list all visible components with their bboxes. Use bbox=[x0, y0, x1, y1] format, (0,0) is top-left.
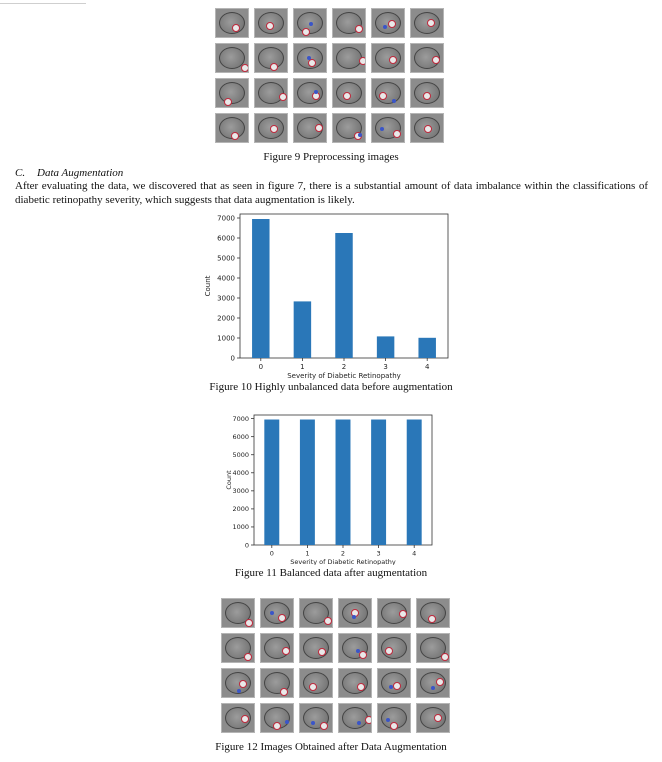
figure-12-image-grid bbox=[221, 598, 450, 733]
y-tick-label: 7000 bbox=[232, 414, 249, 423]
y-tick-label: 2000 bbox=[232, 505, 249, 514]
y-tick-label: 3000 bbox=[217, 294, 235, 303]
section-number: C. bbox=[15, 167, 26, 179]
bar bbox=[377, 336, 394, 358]
y-tick-label: 4000 bbox=[232, 469, 249, 478]
x-tick-label: 4 bbox=[412, 549, 417, 558]
bar bbox=[418, 338, 435, 358]
y-axis-label: Count bbox=[225, 470, 233, 490]
retina-image-thumbnail bbox=[416, 703, 450, 733]
retina-image-thumbnail bbox=[299, 633, 333, 663]
retina-image-thumbnail bbox=[221, 668, 255, 698]
figure-9-image-grid bbox=[215, 8, 444, 143]
retina-image-thumbnail bbox=[299, 703, 333, 733]
y-tick-label: 7000 bbox=[217, 214, 235, 223]
retina-image-thumbnail bbox=[371, 8, 405, 38]
retina-image-thumbnail bbox=[254, 8, 288, 38]
retina-image-thumbnail bbox=[221, 703, 255, 733]
figure-11-caption: Figure 11 Balanced data after augmentation bbox=[234, 567, 428, 579]
y-tick-label: 0 bbox=[244, 541, 249, 550]
retina-image-thumbnail bbox=[416, 633, 450, 663]
retina-image-thumbnail bbox=[410, 78, 444, 108]
x-axis-label: Severity of Diabetic Retinopathy bbox=[290, 558, 396, 565]
bar bbox=[300, 420, 315, 545]
figure-10-caption: Figure 10 Highly unbalanced data before augmentation bbox=[209, 381, 453, 393]
retina-image-thumbnail bbox=[293, 78, 327, 108]
retina-image-thumbnail bbox=[260, 633, 294, 663]
body-paragraph: After evaluating the data, we discovered that as seen in figure 7, there is a substantial amount of data imbalance within the classifications of diabetic retinopathy severity, which suggests that data augmentation is likely. bbox=[15, 180, 648, 206]
retina-image-thumbnail bbox=[260, 668, 294, 698]
retina-image-thumbnail bbox=[416, 668, 450, 698]
x-tick-label: 2 bbox=[341, 363, 347, 371]
retina-image-thumbnail bbox=[371, 113, 405, 143]
retina-image-thumbnail bbox=[377, 703, 411, 733]
retina-image-thumbnail bbox=[410, 43, 444, 73]
y-tick-label: 3000 bbox=[232, 487, 249, 496]
bar bbox=[335, 233, 352, 358]
section-heading bbox=[15, 167, 123, 179]
x-tick-label: 4 bbox=[424, 363, 430, 371]
retina-image-thumbnail bbox=[377, 598, 411, 628]
y-tick-label: 1000 bbox=[217, 334, 235, 343]
retina-image-thumbnail bbox=[215, 78, 249, 108]
x-axis-label: Severity of Diabetic Retinopathy bbox=[287, 372, 401, 380]
figure-9-caption: Figure 9 Preprocessing images bbox=[263, 151, 399, 163]
bar bbox=[371, 420, 386, 545]
x-tick-label: 2 bbox=[340, 549, 346, 558]
bar bbox=[252, 219, 269, 358]
retina-image-thumbnail bbox=[338, 598, 372, 628]
retina-image-thumbnail bbox=[410, 8, 444, 38]
retina-image-thumbnail bbox=[215, 8, 249, 38]
section-title: Data Augmentation bbox=[37, 167, 124, 179]
x-tick-label: 1 bbox=[300, 363, 305, 371]
retina-image-thumbnail bbox=[254, 43, 288, 73]
bar bbox=[294, 301, 311, 358]
retina-image-thumbnail bbox=[221, 633, 255, 663]
retina-image-thumbnail bbox=[215, 113, 249, 143]
x-tick-label: 0 bbox=[258, 363, 264, 371]
y-tick-label: 6000 bbox=[217, 234, 235, 243]
x-tick-label: 3 bbox=[383, 363, 388, 371]
y-tick-label: 0 bbox=[230, 354, 235, 363]
y-tick-label: 5000 bbox=[217, 254, 235, 263]
x-tick-label: 1 bbox=[305, 549, 310, 558]
y-tick-label: 4000 bbox=[217, 274, 235, 283]
retina-image-thumbnail bbox=[293, 8, 327, 38]
retina-image-thumbnail bbox=[338, 633, 372, 663]
retina-image-thumbnail bbox=[215, 43, 249, 73]
retina-image-thumbnail bbox=[221, 598, 255, 628]
retina-image-thumbnail bbox=[371, 43, 405, 73]
figure-11-bar-chart bbox=[222, 410, 442, 565]
retina-image-thumbnail bbox=[332, 78, 366, 108]
figure-12-caption: Figure 12 Images Obtained after Data Augmentation bbox=[215, 741, 447, 753]
y-tick-label: 6000 bbox=[232, 432, 249, 441]
retina-image-thumbnail bbox=[254, 78, 288, 108]
retina-image-thumbnail bbox=[332, 8, 366, 38]
retina-image-thumbnail bbox=[338, 668, 372, 698]
x-tick-label: 0 bbox=[269, 549, 274, 558]
retina-image-thumbnail bbox=[260, 598, 294, 628]
retina-image-thumbnail bbox=[299, 598, 333, 628]
bar bbox=[407, 420, 422, 545]
retina-image-thumbnail bbox=[260, 703, 294, 733]
retina-image-thumbnail bbox=[377, 633, 411, 663]
x-tick-label: 3 bbox=[376, 549, 381, 558]
bar bbox=[336, 420, 351, 545]
y-tick-label: 5000 bbox=[232, 450, 249, 459]
retina-image-thumbnail bbox=[332, 113, 366, 143]
y-tick-label: 1000 bbox=[232, 523, 249, 532]
retina-image-thumbnail bbox=[416, 598, 450, 628]
retina-image-thumbnail bbox=[293, 113, 327, 143]
page-header-rule bbox=[0, 0, 86, 4]
figure-10-bar-chart bbox=[200, 210, 460, 382]
y-axis-label: Count bbox=[204, 275, 212, 297]
retina-image-thumbnail bbox=[293, 43, 327, 73]
retina-image-thumbnail bbox=[377, 668, 411, 698]
retina-image-thumbnail bbox=[410, 113, 444, 143]
y-tick-label: 2000 bbox=[217, 314, 235, 323]
retina-image-thumbnail bbox=[332, 43, 366, 73]
retina-image-thumbnail bbox=[371, 78, 405, 108]
retina-image-thumbnail bbox=[338, 703, 372, 733]
retina-image-thumbnail bbox=[299, 668, 333, 698]
retina-image-thumbnail bbox=[254, 113, 288, 143]
bar bbox=[264, 420, 279, 545]
